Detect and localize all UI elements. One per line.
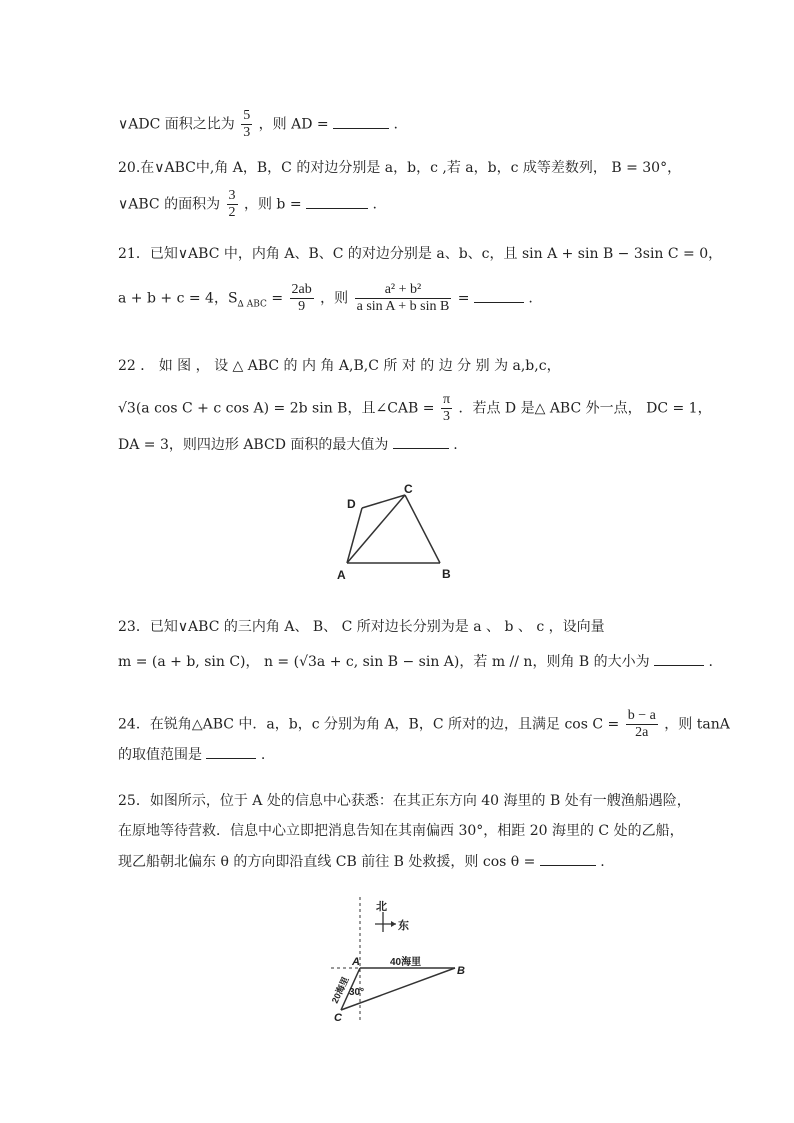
side-cb	[405, 495, 440, 563]
distance-ac-label: 20海里	[329, 975, 351, 1005]
period: .	[372, 196, 377, 213]
q22-text-b: ．若点 D 是△ ABC 外一点， DC = 1，	[458, 400, 712, 417]
q23-line2	[118, 651, 713, 672]
frac-num: a² + b²	[384, 282, 422, 297]
q22-line2	[118, 392, 712, 425]
q22-fraction	[441, 392, 452, 425]
frac-num: 3	[228, 188, 236, 203]
frac-num: 5	[243, 108, 251, 123]
label-a: A	[352, 956, 360, 968]
answer-blank[interactable]	[393, 434, 449, 449]
q25-text: 现乙船朝北偏东 θ 的方向即沿直线 CB 前往 B 处救援，则 cos θ =	[118, 854, 536, 870]
segment-cb	[341, 968, 455, 1010]
label-b: B	[457, 965, 465, 977]
q21-text-b: ，则	[320, 290, 349, 307]
side-dc	[362, 495, 405, 508]
frac-num: π	[442, 392, 451, 407]
period: .	[453, 437, 458, 453]
q21-text: a + b + c = 4，S	[118, 290, 238, 307]
angle-label: 30°	[349, 987, 365, 998]
frac-num: 2ab	[291, 282, 312, 297]
q19-text: ∨ADC 面积之比为	[118, 116, 235, 133]
q22-text: √3(a cos C + c cos A) = 2b sin B，且∠CAB =	[118, 400, 435, 417]
equals: =	[457, 290, 470, 307]
q20-text-b: ，则 b =	[243, 196, 302, 213]
period: .	[600, 854, 605, 870]
subscript: ∆ ABC	[237, 299, 267, 310]
label-d: D	[347, 497, 356, 511]
east-arrowhead-icon	[391, 921, 396, 927]
q21-line1: 21．已知∨ABC 中，内角 A、B、C 的对边分别是 a、b、c，且 sin A + sin B − 3sin C = 0，	[118, 246, 723, 262]
answer-blank[interactable]	[474, 288, 524, 303]
frac-num: b − a	[627, 708, 656, 723]
q25-line3	[118, 851, 605, 872]
q19-text-b: ，则 AD =	[258, 116, 329, 133]
q20-line2	[118, 188, 377, 221]
frac-den: 2	[228, 205, 236, 220]
period: .	[260, 747, 266, 763]
answer-blank[interactable]	[306, 194, 368, 209]
q24-text-b: ，则 tanA	[664, 716, 730, 733]
q22-line3	[118, 434, 458, 455]
frac-den: a sin A + b sin B	[356, 299, 450, 314]
q19-tail-line	[118, 108, 398, 141]
frac-den: 9	[290, 298, 314, 315]
q24-text: 24．在锐角△ABC 中．a，b，c 分别为角 A，B，C 所对的边，且满足 cos C =	[118, 716, 620, 733]
side-ad	[347, 508, 362, 563]
east-label: 东	[398, 920, 409, 932]
q21-line2	[118, 282, 533, 315]
distance-ab-label: 40海里	[390, 957, 422, 968]
label-b: B	[442, 567, 451, 581]
q23-line1: 23．已知∨ABC 的三内角 A、 B、 C 所对边长分别为是 a 、 b 、 c ，设向量	[118, 619, 605, 635]
q24-fraction	[626, 708, 658, 741]
q25-line1: 25．如图所示，位于 A 处的信息中心获悉：在其正东方向 40 海里的 B 处有一艘渔船遇险，	[118, 793, 691, 809]
answer-blank[interactable]	[540, 851, 596, 866]
q20-text: ∨ABC 的面积为	[118, 196, 221, 213]
answer-blank[interactable]	[333, 114, 389, 129]
q19-fraction	[241, 108, 252, 141]
frac-den: 3	[243, 125, 251, 140]
q24-line2	[118, 744, 265, 765]
period: .	[708, 654, 713, 670]
q25-line2: 在原地等待营救．信息中心立即把消息告知在其南偏西 30°，相距 20 海里的 C 处的乙船，	[118, 823, 684, 839]
diagonal-ac	[347, 495, 405, 563]
segment-ac	[341, 968, 360, 1010]
label-c: C	[334, 1012, 342, 1024]
north-label: 北	[376, 901, 387, 913]
equals: =	[271, 290, 284, 307]
label-c: C	[404, 482, 413, 496]
q20-fraction	[227, 188, 238, 221]
q24-text-c: 的取值范围是	[118, 747, 202, 763]
answer-blank[interactable]	[654, 651, 704, 666]
frac-den: 3	[441, 408, 452, 425]
q20-line1: 20.在∨ABC中,角 A，B，C 的对边分别是 a，b，c ,若 a，b，c 成等差数列， B = 30°，	[118, 160, 682, 176]
label-a: A	[337, 568, 346, 582]
q21-fraction1	[290, 282, 314, 315]
answer-blank[interactable]	[206, 744, 256, 759]
frac-den: 2a	[626, 724, 658, 741]
q21-fraction2	[355, 282, 452, 315]
period: .	[393, 116, 398, 133]
q22-text-c: DA = 3，则四边形 ABCD 面积的最大值为	[118, 437, 389, 453]
q22-line1: 22 ． 如 图 ， 设 △ ABC 的 内 角 A,B,C 所 对 的 边 分 别 为 a,b,c，	[118, 358, 561, 374]
q24-line1	[118, 708, 730, 741]
q23-text: m = (a + b, sin C)， n = (√3a + c, sin B − sin A)，若 m // n，则角 B 的大小为	[118, 654, 650, 670]
period: .	[528, 290, 533, 307]
